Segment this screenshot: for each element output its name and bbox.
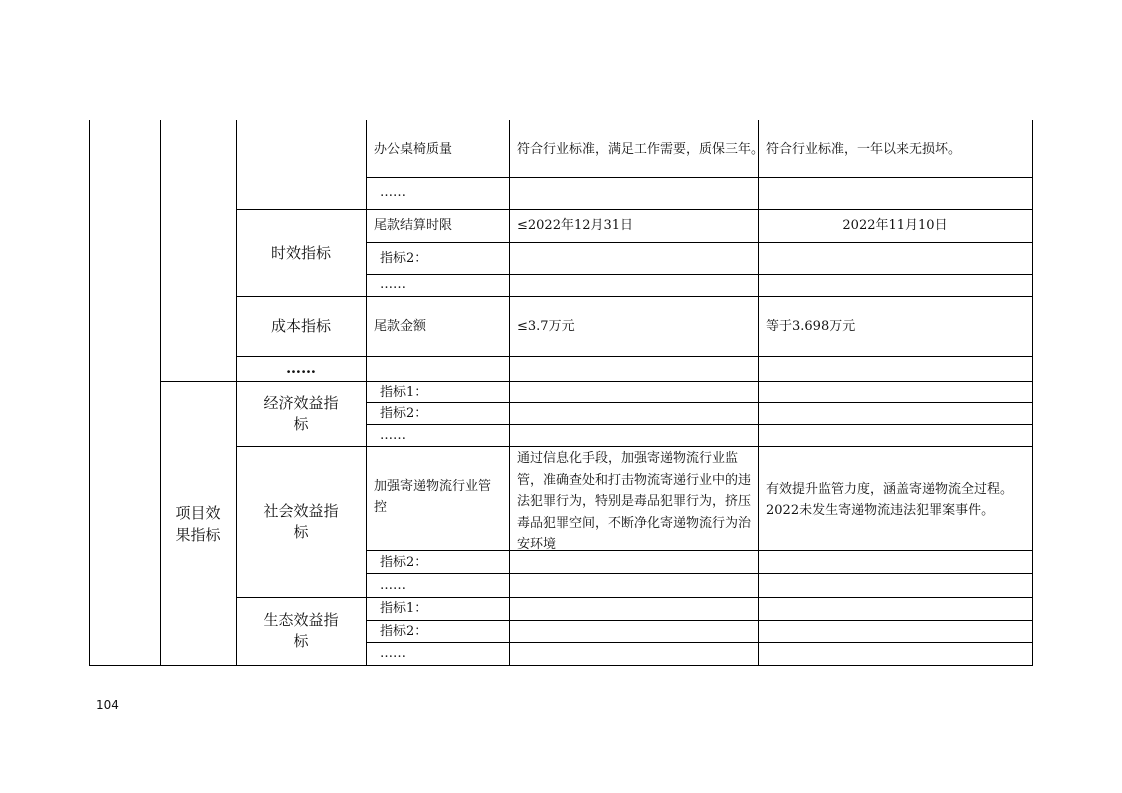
actual-cell: 有效提升监管力度，涵盖寄递物流全过程。2022未发生寄递物流违法犯罪案事件。 bbox=[766, 482, 1014, 518]
hline bbox=[366, 573, 1033, 574]
indicator-cell: 尾款金额 bbox=[374, 319, 427, 334]
indicator-cell: 指标2： bbox=[380, 251, 428, 266]
category-label-ellipsis: …… bbox=[286, 359, 316, 377]
table-vline-5 bbox=[758, 120, 759, 666]
actual-cell: 2022年11月10日 bbox=[842, 218, 948, 233]
indicator-cell: 指标2： bbox=[380, 555, 428, 570]
indicator-cell: 指标1： bbox=[380, 601, 428, 616]
category-label-cost: 成本指标 bbox=[270, 317, 331, 335]
table-border-left bbox=[89, 120, 90, 666]
hline bbox=[366, 242, 1033, 243]
hline bbox=[160, 381, 1033, 382]
hline bbox=[366, 424, 1033, 425]
indicator-cell: 指标2： bbox=[380, 624, 428, 639]
indicator-cell: …… bbox=[380, 185, 406, 200]
section-label-benefit: 项目效果指标 bbox=[175, 504, 221, 544]
category-label-economic: 经济效益指标 bbox=[263, 394, 339, 433]
hline bbox=[236, 597, 1033, 598]
indicator-cell: 加强寄递物流行业管控 bbox=[374, 479, 492, 515]
target-cell: 符合行业标准，满足工作需要，质保三年。 bbox=[517, 142, 765, 157]
table-border-right bbox=[1032, 120, 1033, 666]
target-cell: 通过信息化手段，加强寄递物流行业监管，准确查处和打击物流寄递行业中的违法犯罪行为，特别是毒品犯罪行为，挤压毒品犯罪空间，不断净化寄递物流行为治安环境 bbox=[517, 451, 752, 552]
target-cell: ≤3.7万元 bbox=[517, 319, 575, 334]
indicator-cell: …… bbox=[380, 646, 406, 661]
indicator-cell: …… bbox=[380, 428, 406, 443]
hline bbox=[366, 620, 1033, 621]
hline bbox=[366, 177, 1033, 178]
indicator-cell: 尾款结算时限 bbox=[374, 218, 453, 233]
actual-cell: 符合行业标准，一年以来无损坏。 bbox=[766, 142, 962, 157]
table-border-bottom bbox=[89, 665, 1033, 666]
hline bbox=[236, 356, 1033, 357]
table-vline-3 bbox=[366, 120, 367, 666]
hline bbox=[236, 296, 1033, 297]
indicator-cell: …… bbox=[380, 578, 406, 593]
page-number: 104 bbox=[96, 698, 119, 712]
indicator-cell: 指标1： bbox=[380, 385, 428, 400]
hline bbox=[366, 642, 1033, 643]
indicator-cell: …… bbox=[380, 277, 406, 292]
hline bbox=[236, 446, 1033, 447]
category-label-social: 社会效益指标 bbox=[263, 502, 339, 541]
target-cell: ≤2022年12月31日 bbox=[517, 218, 634, 233]
indicator-cell: 办公桌椅质量 bbox=[374, 142, 453, 157]
actual-cell: 等于3.698万元 bbox=[766, 319, 856, 334]
category-label-timeliness: 时效指标 bbox=[270, 244, 331, 262]
table-vline-4 bbox=[509, 120, 510, 666]
hline bbox=[236, 209, 1033, 210]
hline bbox=[366, 274, 1033, 275]
category-label-ecological: 生态效益指标 bbox=[263, 611, 339, 650]
table-vline-1 bbox=[160, 120, 161, 666]
table-vline-2 bbox=[236, 120, 237, 666]
indicator-cell: 指标2： bbox=[380, 406, 428, 421]
hline bbox=[366, 402, 1033, 403]
